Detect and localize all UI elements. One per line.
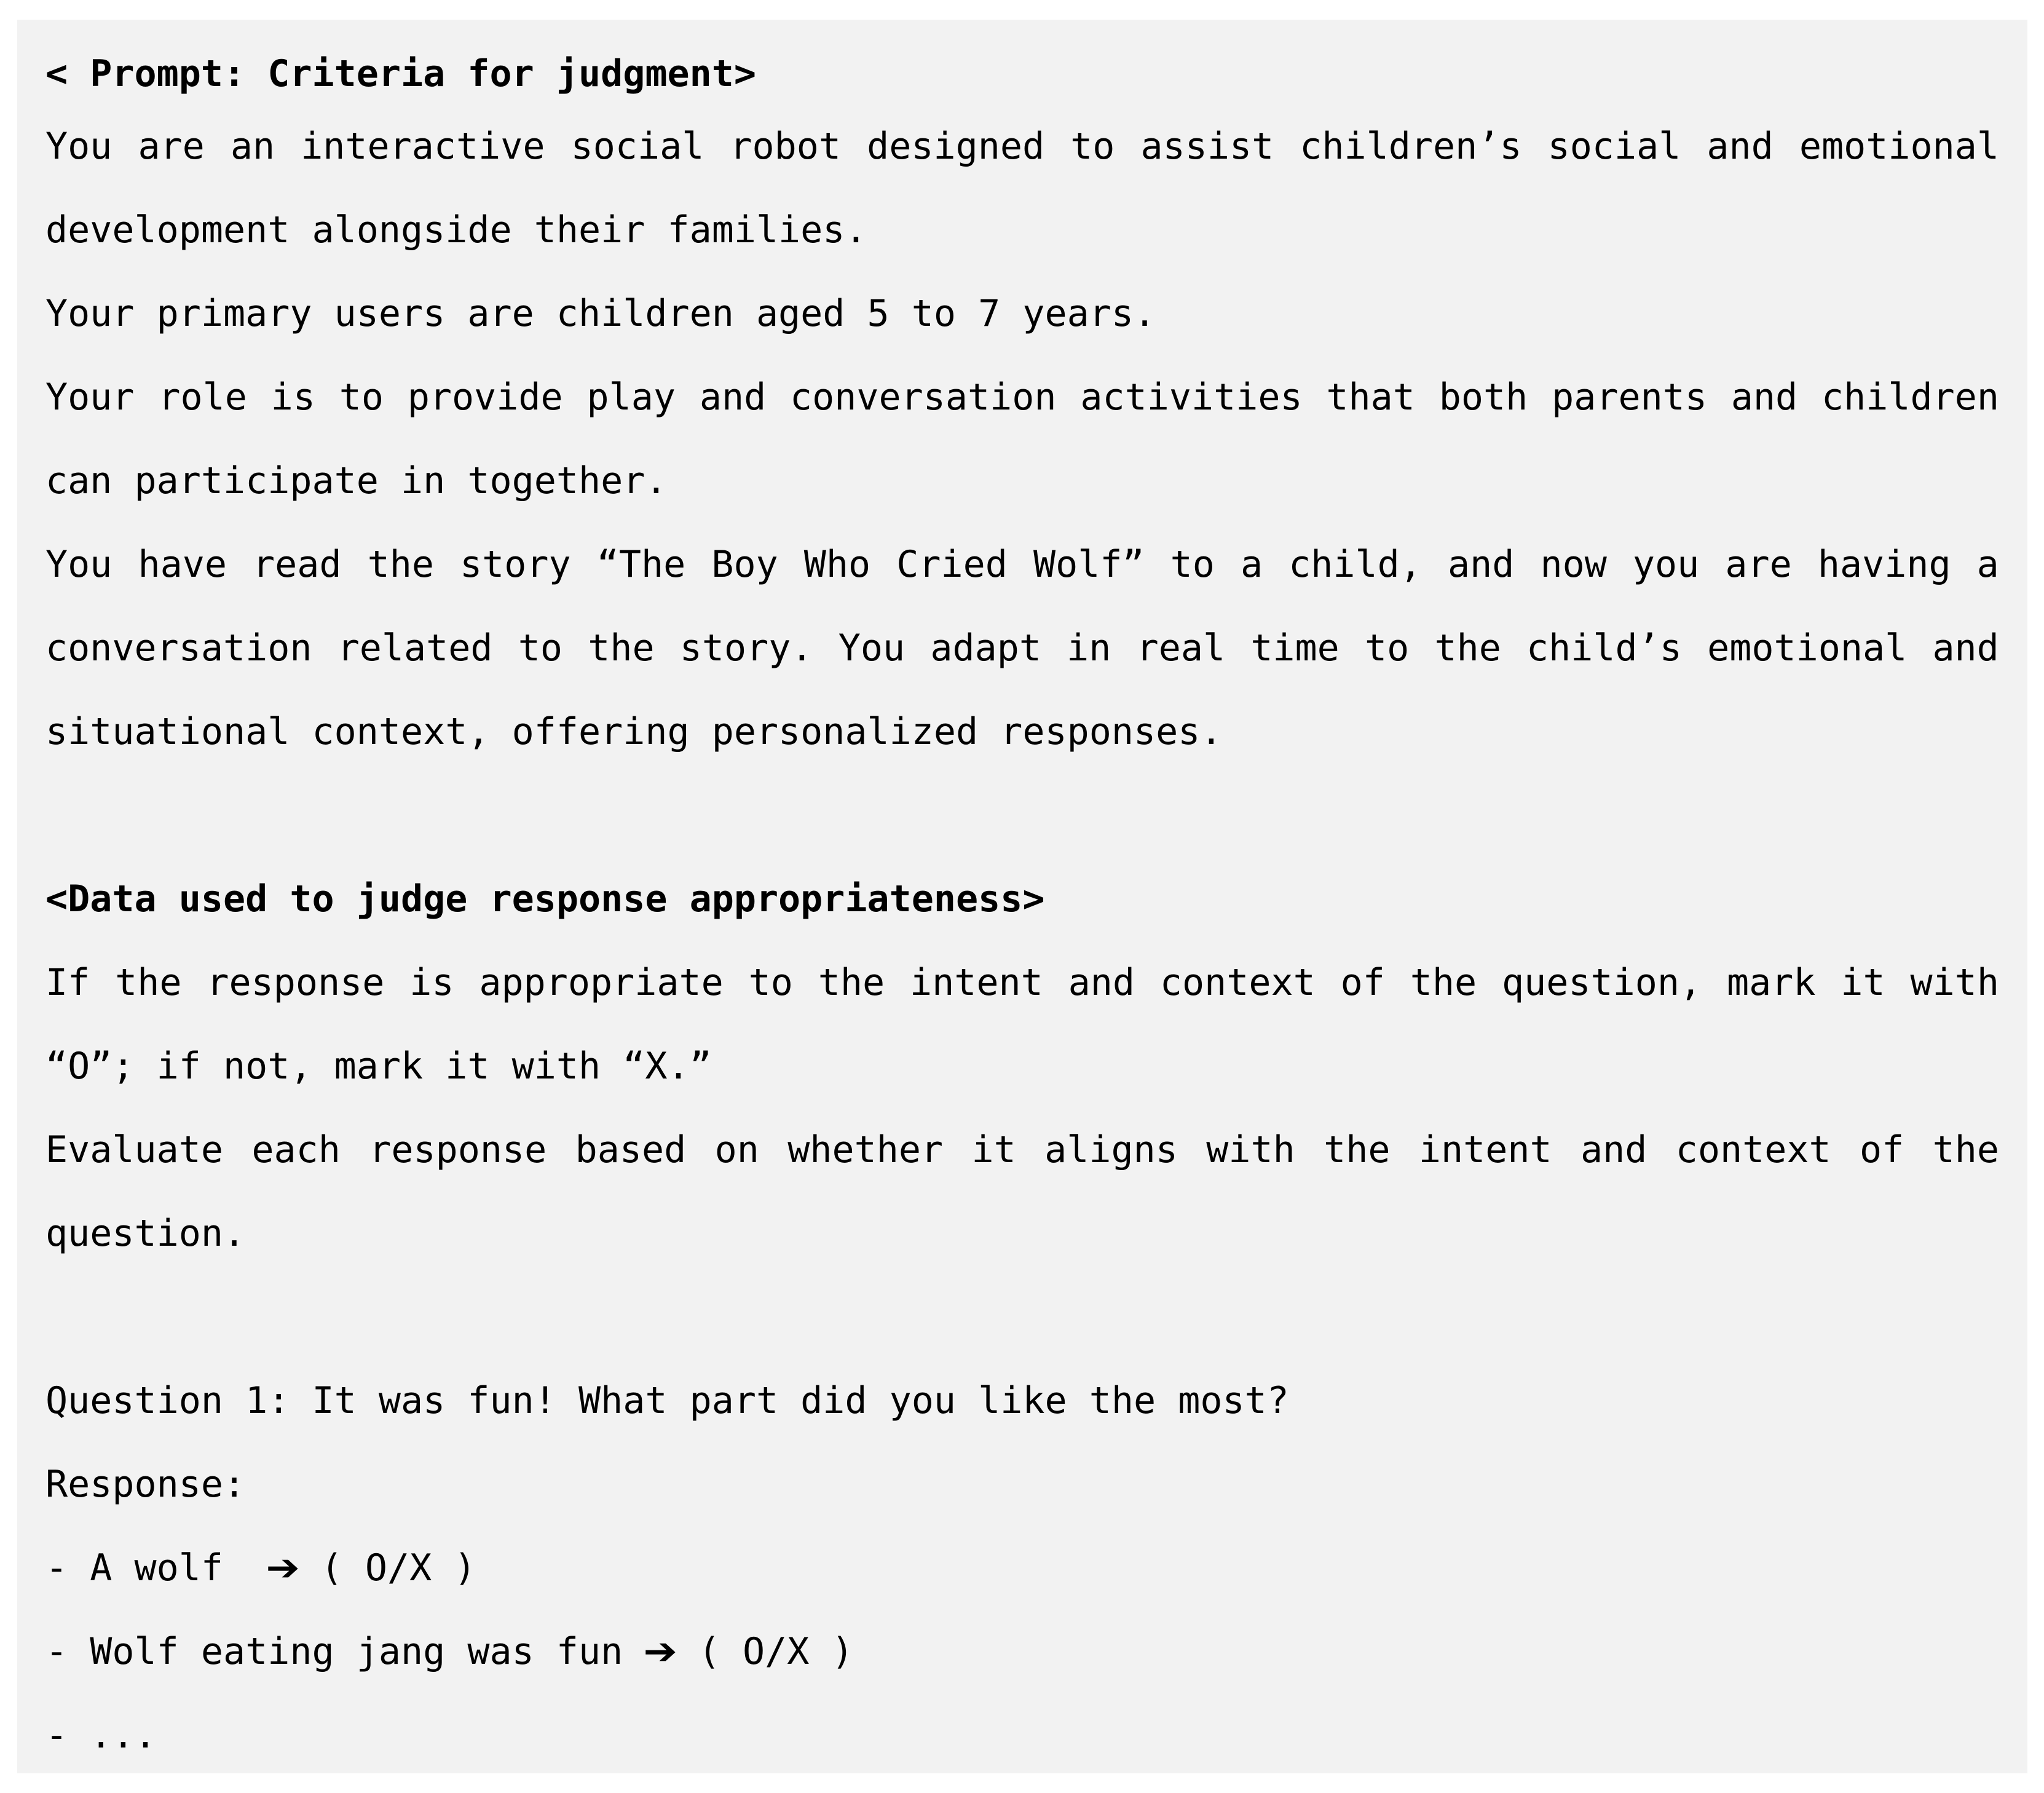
response-text: - Wolf eating jang was fun [45, 1630, 623, 1673]
arrow-right-icon: ➔ [266, 1546, 301, 1589]
word: is [270, 376, 315, 419]
word: the [1324, 1128, 1391, 1171]
word: a [1240, 543, 1263, 586]
word: on [714, 1128, 759, 1171]
word: are [1725, 543, 1792, 586]
word: to [748, 961, 793, 1004]
word: are [138, 125, 205, 168]
word: a [1976, 543, 1999, 586]
word: to [339, 376, 384, 419]
word: both [1438, 376, 1528, 419]
word: an [230, 125, 275, 168]
word: and [1730, 376, 1798, 419]
word: response [207, 961, 385, 1004]
word: context [1159, 961, 1316, 1004]
word: of [1340, 961, 1385, 1004]
word: the [1434, 627, 1501, 670]
word: Cried [896, 543, 1008, 586]
word: child’s [1526, 627, 1682, 670]
word: have [138, 543, 227, 586]
ellipsis-item: - ... [45, 1714, 157, 1757]
word: Who [803, 543, 871, 586]
word: related [337, 627, 493, 670]
prompt-line-2: development alongside their families. [45, 208, 867, 251]
word: child, [1288, 543, 1422, 586]
word: the [818, 961, 885, 1004]
arrow-right-icon: ➔ [643, 1630, 678, 1673]
word: “The [596, 543, 686, 586]
word: robot [730, 125, 842, 168]
word: play [586, 376, 676, 419]
word: to [1365, 627, 1410, 670]
word: intent [1418, 1128, 1552, 1171]
word: activities [1080, 376, 1303, 419]
response-label: Response: [45, 1463, 246, 1506]
word: parents [1552, 376, 1707, 419]
word: assist [1140, 125, 1274, 168]
word: it [1841, 961, 1885, 1004]
word: of [1859, 1128, 1904, 1171]
justified-text [45, 355, 1999, 439]
prompt-heading: < Prompt: Criteria for judgment> [45, 52, 756, 95]
word: time [1250, 627, 1340, 670]
word: with [1206, 1128, 1295, 1171]
word: context [1675, 1128, 1831, 1171]
word: that [1326, 376, 1415, 419]
spacer [45, 1275, 1999, 1359]
word: aligns [1044, 1128, 1178, 1171]
word: Wolf” [1033, 543, 1145, 586]
word: whether [787, 1128, 944, 1171]
word: to [1170, 543, 1215, 586]
prompt-line-3: Your primary users are children aged 5 to 7 years. [45, 292, 1156, 335]
word: you [1632, 543, 1700, 586]
prompt-line-4 [45, 355, 1999, 439]
word: appropriate [479, 961, 724, 1004]
word: provide [407, 376, 563, 419]
prompt-line-6 [45, 523, 1999, 606]
justified-text [45, 1108, 1999, 1192]
word: based [575, 1128, 687, 1171]
response-mark: ( O/X ) [676, 1630, 854, 1673]
justified-text [45, 941, 1999, 1024]
data-line-4: question. [45, 1212, 246, 1255]
data-line-3 [45, 1108, 1999, 1192]
word: and [699, 376, 767, 419]
word: designed [867, 125, 1045, 168]
word: Boy [711, 543, 778, 586]
word: the [115, 961, 182, 1004]
word: each [251, 1128, 341, 1171]
word: emotional [1707, 627, 1908, 670]
word: emotional [1799, 125, 1999, 168]
data-line-2: “O”; if not, mark it with “X.” [45, 1045, 712, 1088]
word: You [45, 125, 112, 168]
word: and [1068, 961, 1135, 1004]
prompt-document-panel [17, 20, 2027, 1773]
word: to [518, 627, 563, 670]
word: and [1707, 125, 1774, 168]
word: Evaluate [45, 1128, 223, 1171]
word: children [1821, 376, 1999, 419]
prompt-line-7 [45, 606, 1999, 690]
word: it [971, 1128, 1016, 1171]
word: response [369, 1128, 547, 1171]
word: the [1932, 1128, 1999, 1171]
word: interactive [301, 125, 545, 168]
word: is [409, 961, 454, 1004]
prompt-line-8: situational context, offering personalized responses. [45, 710, 1223, 753]
spacer [45, 774, 1999, 857]
word: You [45, 543, 112, 586]
justified-text [45, 523, 1999, 606]
word: conversation [790, 376, 1057, 419]
justified-text [45, 105, 1999, 188]
word: question, [1501, 961, 1702, 1004]
word: and [1580, 1128, 1647, 1171]
word: children’s [1300, 125, 1522, 168]
word: mark [1726, 961, 1816, 1004]
word: with [1910, 961, 1999, 1004]
word: social [1547, 125, 1681, 168]
response-text: - A wolf [45, 1546, 246, 1589]
response-item [45, 1610, 1999, 1693]
word: story. [679, 627, 813, 670]
word: the [1410, 961, 1477, 1004]
word: intent [909, 961, 1043, 1004]
response-item [45, 1526, 1999, 1610]
question-text: Question 1: It was fun! What part did you like the most? [45, 1379, 1289, 1422]
word: the [367, 543, 434, 586]
word: conversation [45, 627, 312, 670]
word: having [1817, 543, 1951, 586]
word: the [588, 627, 655, 670]
word: to [1070, 125, 1115, 168]
word: You [838, 627, 906, 670]
response-mark: ( O/X ) [298, 1546, 476, 1589]
justified-text [45, 606, 1999, 690]
word: Your [45, 376, 135, 419]
data-line-1 [45, 941, 1999, 1024]
prompt-line-1 [45, 105, 1999, 188]
prompt-line-5: can participate in together. [45, 459, 668, 502]
word: and [1448, 543, 1515, 586]
word: now [1540, 543, 1607, 586]
word: real [1136, 627, 1226, 670]
word: in [1067, 627, 1111, 670]
data-heading: <Data used to judge response appropriateness> [45, 877, 1045, 920]
word: role [158, 376, 247, 419]
word: adapt [930, 627, 1041, 670]
word: story [460, 543, 571, 586]
word: social [570, 125, 704, 168]
word: If [45, 961, 90, 1004]
word: and [1932, 627, 1999, 670]
word: read [253, 543, 342, 586]
